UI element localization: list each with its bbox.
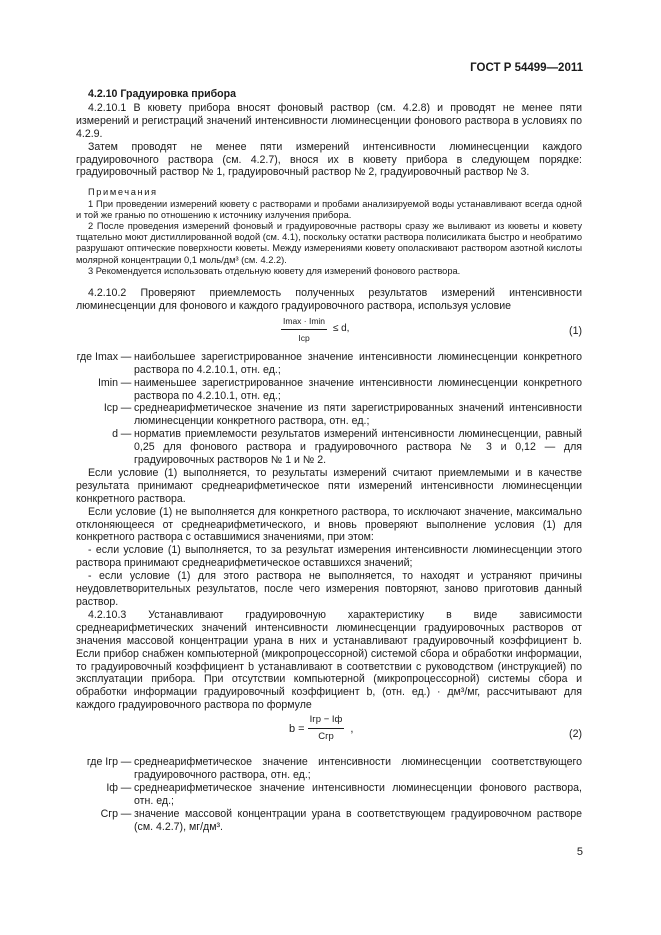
symbol-if: Iф [106, 781, 118, 794]
definition-igr: среднеарифметическое значение интенсивности люминесценции соответствующего градуировочного раствора, отн. ед.; [134, 756, 582, 782]
bullet-1: - если условие (1) выполняется, то за результат измерения интенсивности люминесценции этого раствора принимают среднеарифметическое оставшихся значений; [76, 544, 582, 570]
formula-1-definitions [76, 351, 582, 467]
paragraph-42102: 4.2.10.2 Проверяют приемлемость полученных результатов измерений интенсивности люминесценции для фонового и каждого градуировочного раствора, используя условие [76, 286, 582, 312]
paragraph-42101-cont: Затем проводят не менее пяти измерений интенсивности люминесценции каждого градуировочного раствора (см. 4.2.7), внося их в кювету прибора в следующем порядке: градуировочный раствор № 1, градуировочный раствор № 2, градуировочный раствор № 3. [76, 140, 582, 179]
page-content [76, 88, 582, 834]
formula-1-denominator: Iср [298, 332, 310, 343]
symbol-imin: Imin [97, 376, 118, 389]
formula-2-numerator: Iгр − Iф [308, 714, 345, 729]
where-label: где [76, 350, 93, 363]
note-1: 1 При проведении измерений кювету с растворами и пробами анализируемой воды устанавливают всегда одной и той же гранью по отношению к источнику излучения прибора. [76, 198, 582, 220]
formula-1-numerator: Imax · Imin [281, 315, 327, 330]
notes-title: Примечания [88, 187, 158, 198]
definition-row: Cгр — значение массовой концентрации урана в соответствующем градуировочном растворе (см. 4.2.7), мг/дм³. [76, 808, 582, 834]
formula-2-number: (2) [569, 728, 582, 741]
note-3: 3 Рекомендуется использовать отдельную кювету для измерений фонового раствора. [88, 265, 461, 276]
symbol-icp: Iср [103, 402, 118, 415]
symbol-d: d [112, 428, 118, 441]
paragraph-condition-not-met: Если условие (1) не выполняется для конкретного раствора, то исключают значение, максимально отклоняющееся от среднеарифметического, и вновь проверяют выполнение условия (1) для конкретного раствора с оставшимися значениями, при этом: [76, 505, 582, 544]
definition-row: d — норматив приемлемости результатов измерений интенсивности люминесценции, равный 0,25 для фонового раствора и градуировочного раствора № 3 и 0,12 — для градуировочных растворов № 1 и № 2. [76, 428, 582, 467]
formula-2-comma: , [350, 722, 354, 735]
definition-imax: наибольшее зарегистрированное значение интенсивности люминесценции конкретного раствора по 4.2.10.1, отн. ед.; [134, 350, 582, 376]
definition-row: Imin — наименьшее зарегистрированное значение интенсивности люминесценции конкретного раствора по 4.2.10.1, отн. ед.; [76, 377, 582, 403]
where-label: где [86, 756, 103, 769]
page-number: 5 [576, 846, 583, 858]
symbol-imax: Imax [95, 350, 118, 363]
definition-row: Iф — среднеарифметическое значение интенсивности люминесценции фонового раствора, отн. ед.; [76, 782, 582, 808]
formula-2-lhs: b = [289, 722, 305, 735]
paragraph-condition-met: Если условие (1) выполняется, то результаты измерений считают приемлемыми и в качестве результата принимают среднеарифметическое пяти измерений интенсивности люминесценции конкретного раствора. [76, 466, 582, 505]
page-header-standard: ГОСТ Р 54499—2011 [470, 62, 583, 74]
section-title: 4.2.10 Градуировка прибора [88, 88, 236, 100]
definition-row: Iср — среднеарифметическое значение из пяти зарегистрированных значений интенсивности люминесценции конкретного раствора, отн. ед.; [76, 402, 582, 428]
bullet-2: - если условие (1) для этого раствора не выполняется, то находят и устраняют причины неудовлетворительных результатов, после чего измерения повторяют, заново приготовив данный раствор. [76, 570, 582, 608]
formula-1-number: (1) [569, 324, 582, 337]
definition-imin: наименьшее зарегистрированное значение интенсивности люминесценции конкретного раствора по 4.2.10.1, отн. ед.; [134, 376, 582, 402]
note-2: 2 После проведения измерений фоновый и градуировочные растворы сразу же выливают из кюветы и кювету тщательно моют дистиллированной водой (см. 4.1), поскольку остатки раствора полисиликата быстро и необратимо разрушают оптические поверхности кюветы. Между измерениями кювету ополаскивают раствором азотной кислоты молярной концентрации 0,1 моль/дм³ (см. 4.2.2). [76, 220, 582, 265]
symbol-igr: Iгр [105, 756, 118, 769]
paragraph-42103: 4.2.10.3 Устанавливают градуировочную характеристику в виде зависимости среднеарифметических значений интенсивности люминесценции градуировочных растворов от значения массовой концентрации урана в них и устанавливают градуировочный коэффициент b. Если прибор снабжен компьютерной (микропроцессорной) системой сбора и обработки информации, то градуировочный коэффициент b устанавливают в соответствии с руководством (инструкцией) по эксплуатации прибора. При отсутствии компьютерной (микропроцессорной) системы сбора и обработки информации градуировочный коэффициент b, (отн. ед.) · дм³/мг, рассчитывают для каждого градуировочного раствора по формуле [76, 608, 582, 712]
definition-icp: среднеарифметическое значение из пяти зарегистрированных значений интенсивности люминесценции конкретного раствора, отн. ед.; [134, 402, 582, 428]
definition-cgr: значение массовой концентрации урана в соответствующем градуировочном растворе (см. 4.2.7), мг/дм³. [134, 807, 582, 833]
definition-row: где Imax — наибольшее зарегистрированное значение интенсивности люминесценции конкретного раствора по 4.2.10.1, отн. ед.; [76, 350, 582, 376]
formula-2-denominator: Cгр [318, 731, 334, 743]
paragraph-42101: 4.2.10.1 В кювету прибора вносят фоновый раствор (см. 4.2.8) и проводят не менее пяти измерений и регистраций значений интенсивности люминесценции фонового раствора в условиях по 4.2.9. [76, 101, 582, 140]
definition-d: норматив приемлемости результатов измерений интенсивности люминесценции, равный 0,25 для фонового раствора и градуировочного раствора № 3 и 0,12 — для градуировочных растворов № 1 и № 2. [134, 428, 582, 467]
symbol-cgr: Cгр [100, 807, 118, 820]
formula-1-condition: ≤ d, [332, 323, 350, 335]
formula-2 [76, 712, 582, 756]
formula-1 [76, 313, 582, 351]
definition-row: где Iгр — среднеарифметическое значение интенсивности люминесценции соответствующего градуировочного раствора, отн. ед.; [86, 756, 582, 782]
definition-if: среднеарифметическое значение интенсивности люминесценции фонового раствора, отн. ед.; [134, 781, 582, 807]
formula-2-definitions [76, 756, 582, 833]
